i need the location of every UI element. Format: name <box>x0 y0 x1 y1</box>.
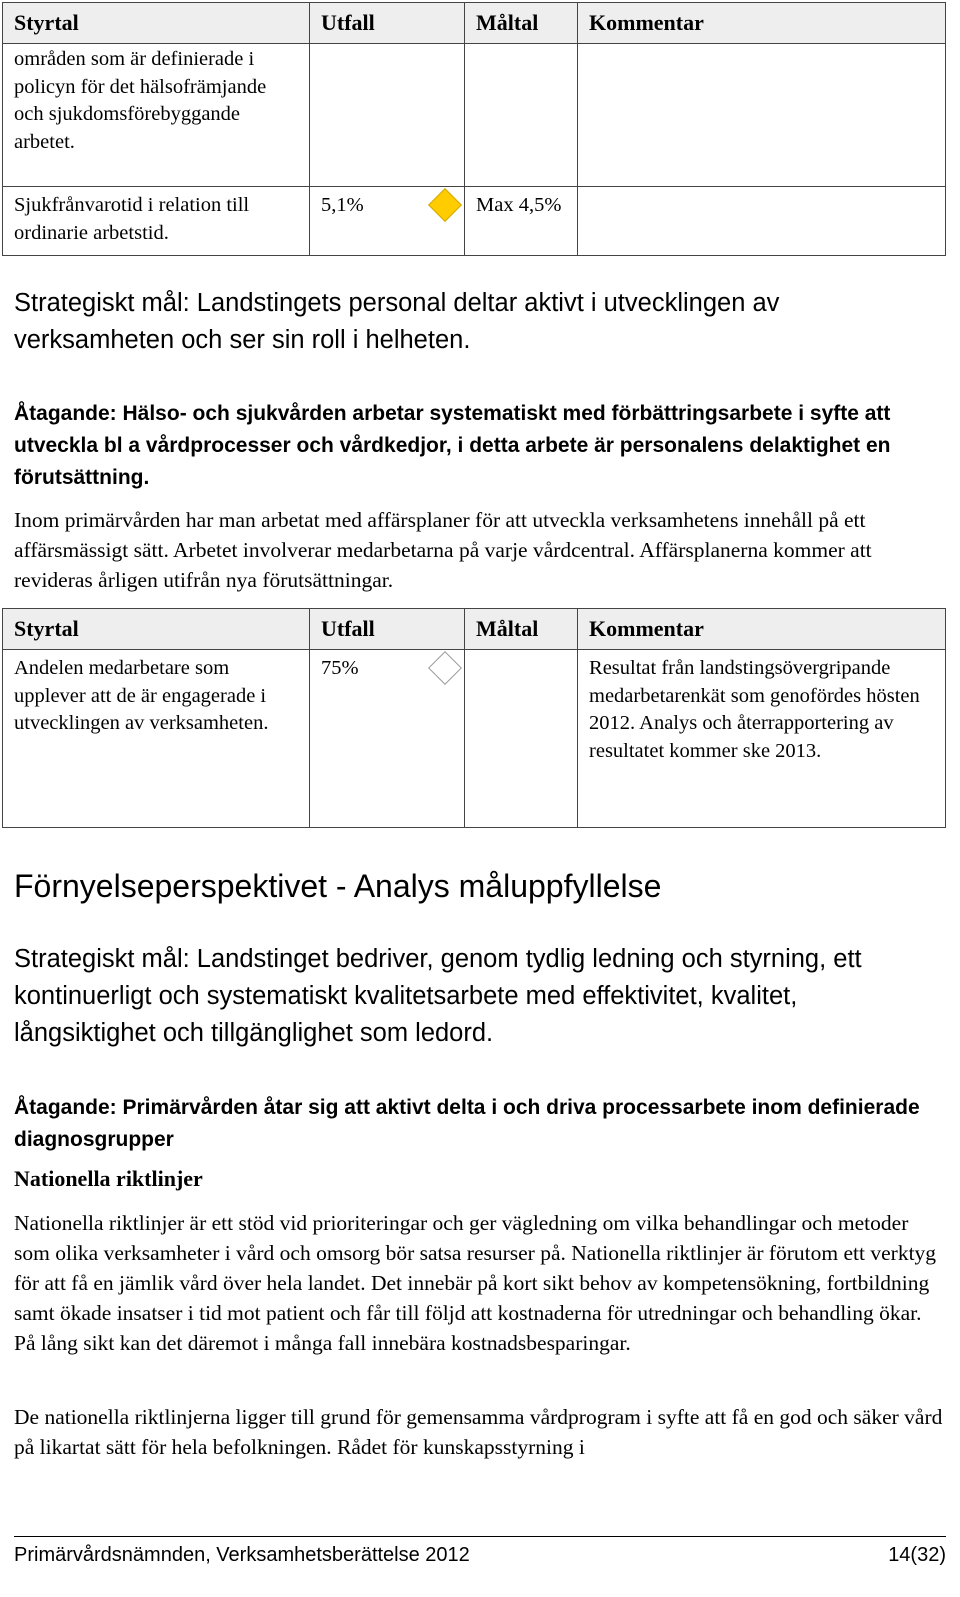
header-maltal: Måltal <box>465 609 578 650</box>
commitment-1: Åtagande: Hälso- och sjukvården arbetar systematiskt med förbättringsarbete i syfte att utveckla bl a vårdprocesser och vårdkedjor, i detta arbete är personalens delaktighet en förutsättning. <box>14 402 891 489</box>
cell-status <box>423 44 465 187</box>
cell-styrtal: Andelen medarbetare som upplever att de är engagerade i utvecklingen av verksamheten. <box>3 650 310 828</box>
header-utfall: Utfall <box>310 3 465 44</box>
table-row <box>3 650 946 828</box>
header-styrtal: Styrtal <box>3 609 310 650</box>
header-kommentar: Kommentar <box>578 609 946 650</box>
goals-table-2 <box>2 608 946 828</box>
cell-kommentar <box>578 187 946 256</box>
table-header-row <box>3 609 946 650</box>
cell-kommentar <box>578 44 946 187</box>
cell-status <box>423 187 465 256</box>
cell-utfall: 5,1% <box>310 187 423 256</box>
cell-maltal: Max 4,5% <box>465 187 578 256</box>
paragraph-3: De nationella riktlinjerna ligger till grund för gemensamma vårdprogram i syfte att få en god och säker vård på likartat sätt för hela befolkningen. Rådet för kunskapsstyrning i <box>14 1405 943 1459</box>
yellow-diamond-icon <box>428 188 462 222</box>
subheading: Nationella riktlinjer <box>14 1166 203 1191</box>
footer-title: Primärvårdsnämnden, Verksamhetsberättelse 2012 <box>14 1544 470 1566</box>
page-footer <box>14 1536 946 1567</box>
header-styrtal: Styrtal <box>3 3 310 44</box>
page-number: 14(32) <box>888 1544 946 1566</box>
cell-utfall: 75% <box>310 650 423 828</box>
paragraph-1: Inom primärvården har man arbetat med affärsplaner för att utveckla verksamhetens innehåll på ett affärsmässigt sätt. Arbetet involverar medarbetarna på varje vårdcentral. Affärsplanerna kommer att revideras årligen utifrån nya förutsättningar. <box>14 508 872 592</box>
header-kommentar: Kommentar <box>578 3 946 44</box>
header-maltal: Måltal <box>465 3 578 44</box>
cell-utfall <box>310 44 423 187</box>
cell-kommentar: Resultat från landstingsövergripande medarbetarenkät som genofördes hösten 2012. Analys och återrapportering av resultatet kommer ske 2013. <box>578 650 946 828</box>
cell-maltal <box>465 44 578 187</box>
cell-status <box>423 650 465 828</box>
cell-styrtal: områden som är definierade i policyn för det hälsofrämjande och sjukdomsförebyggande arbetet. <box>3 44 310 187</box>
empty-diamond-icon <box>428 651 462 685</box>
table-header-row <box>3 3 946 44</box>
table-row <box>3 187 946 256</box>
table-row <box>3 44 946 187</box>
header-utfall: Utfall <box>310 609 465 650</box>
section-heading: Förnyelseperspektivet - Analys måluppfyllelse <box>14 868 662 904</box>
cell-styrtal: Sjukfrånvarotid i relation till ordinarie arbetstid. <box>3 187 310 256</box>
strategic-goal-1: Strategiskt mål: Landstingets personal deltar aktivt i utvecklingen av verksamheten och ser sin roll i helheten. <box>14 289 780 354</box>
paragraph-2: Nationella riktlinjer är ett stöd vid prioriteringar och ger vägledning om vilka behandlingar och metoder som olika verksamheter i vård och omsorg bör satsa resurser på. Nationella riktlinjer är förutom ett verktyg för att få en jämlik vård över hela landet. Det innebär på kort sikt behov av kompetensökning, fortbildning samt ökade insatser i tid mot patient och får till följd att kostnaderna för utredningar och behandling ökar. På lång sikt kan det däremot i många fall innebära kostnadsbesparingar. <box>14 1211 937 1355</box>
commitment-2: Åtagande: Primärvården åtar sig att aktivt delta i och driva processarbete inom definierade diagnosgrupper <box>14 1096 920 1151</box>
strategic-goal-2: Strategiskt mål: Landstinget bedriver, genom tydlig ledning och styrning, ett kontinuerligt och systematiskt kvalitetsarbete med effektivitet, kvalitet, långsiktighet och tillgänglighet som ledord. <box>14 945 862 1047</box>
cell-maltal <box>465 650 578 828</box>
goals-table-1 <box>2 2 946 256</box>
